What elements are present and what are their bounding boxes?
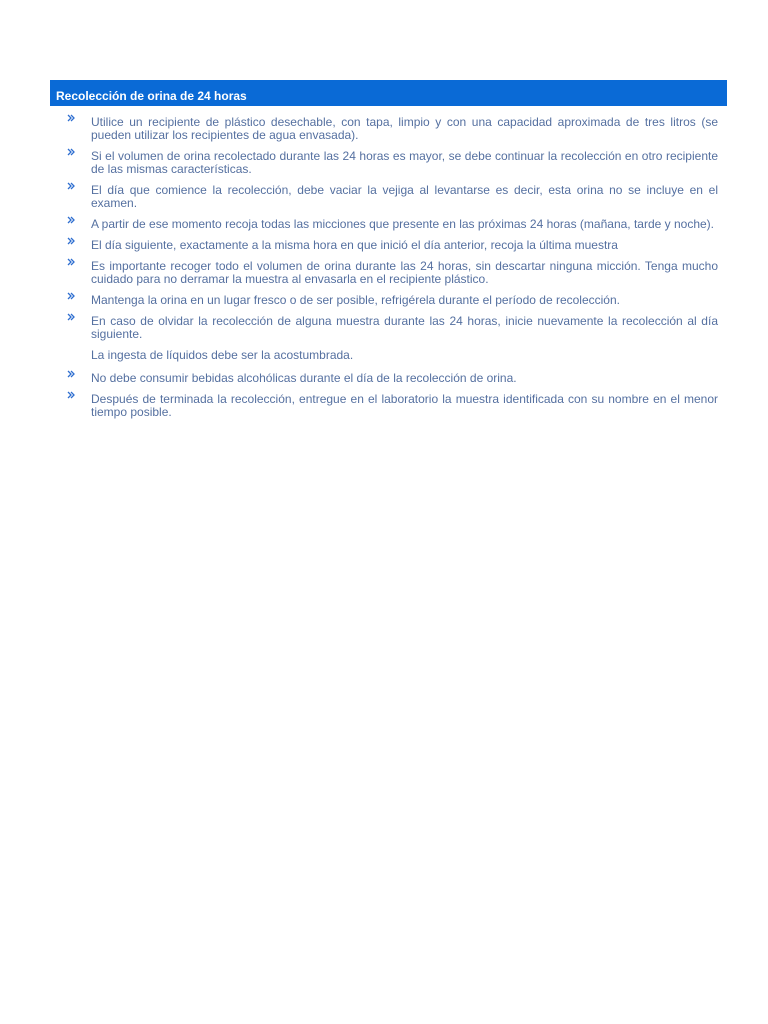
list-item-text: El día siguiente, exactamente a la misma hora en que inició el día anterior, recoja la última muestra: [91, 238, 618, 252]
note-paragraph: [66, 349, 718, 362]
list-item: [66, 116, 718, 142]
instructions-list: [66, 116, 718, 427]
list-item-text: Es importante recoger todo el volumen de orina durante las 24 horas, sin descartar ninguna micción. Tenga mucho cuidado para no derramar la muestra al envasarla en el recipiente plástico.: [91, 259, 718, 286]
list-item-text: Mantenga la orina en un lugar fresco o de ser posible, refrigérela durante el período de recolección.: [91, 293, 620, 307]
list-item: [66, 393, 718, 419]
list-item-text: Después de terminada la recolección, entregue en el laboratorio la muestra identificada con su nombre en el menor tiempo posible.: [91, 392, 718, 419]
list-item-text: A partir de ese momento recoja todas las micciones que presente en las próximas 24 horas (mañana, tarde y noche).: [91, 217, 714, 231]
double-chevron-icon: [66, 312, 78, 324]
double-chevron-icon: [66, 147, 78, 159]
list-item: [66, 294, 718, 307]
note-text: La ingesta de líquidos debe ser la acostumbrada.: [91, 348, 354, 362]
list-item: [66, 150, 718, 176]
list-item: [66, 239, 718, 252]
double-chevron-icon: [66, 291, 78, 303]
double-chevron-icon: [66, 257, 78, 269]
list-item-text: No debe consumir bebidas alcohólicas durante el día de la recolección de orina.: [91, 371, 517, 385]
list-item: [66, 260, 718, 286]
list-item: [66, 372, 718, 385]
list-item: [66, 184, 718, 210]
list-item: [66, 218, 718, 231]
list-item-text: En caso de olvidar la recolección de alguna muestra durante las 24 horas, inicie nuevamente la recolección al día siguiente.: [91, 314, 718, 341]
list-item-text: Utilice un recipiente de plástico desechable, con tapa, limpio y con una capacidad aproximada de tres litros (se pueden utilizar los recipientes de agua envasada).: [91, 115, 718, 142]
double-chevron-icon: [66, 113, 78, 125]
double-chevron-icon: [66, 369, 78, 381]
list-item: [66, 315, 718, 341]
double-chevron-icon: [66, 215, 78, 227]
section-header: [50, 80, 727, 106]
double-chevron-icon: [66, 390, 78, 402]
list-item-text: El día que comience la recolección, debe vaciar la vejiga al levantarse es decir, esta orina no se incluye en el examen.: [91, 183, 718, 210]
double-chevron-icon: [66, 181, 78, 193]
list-item-text: Si el volumen de orina recolectado durante las 24 horas es mayor, se debe continuar la recolección en otro recipiente de las mismas características.: [91, 149, 718, 176]
double-chevron-icon: [66, 236, 78, 248]
section-title: Recolección de orina de 24 horas: [56, 89, 247, 103]
